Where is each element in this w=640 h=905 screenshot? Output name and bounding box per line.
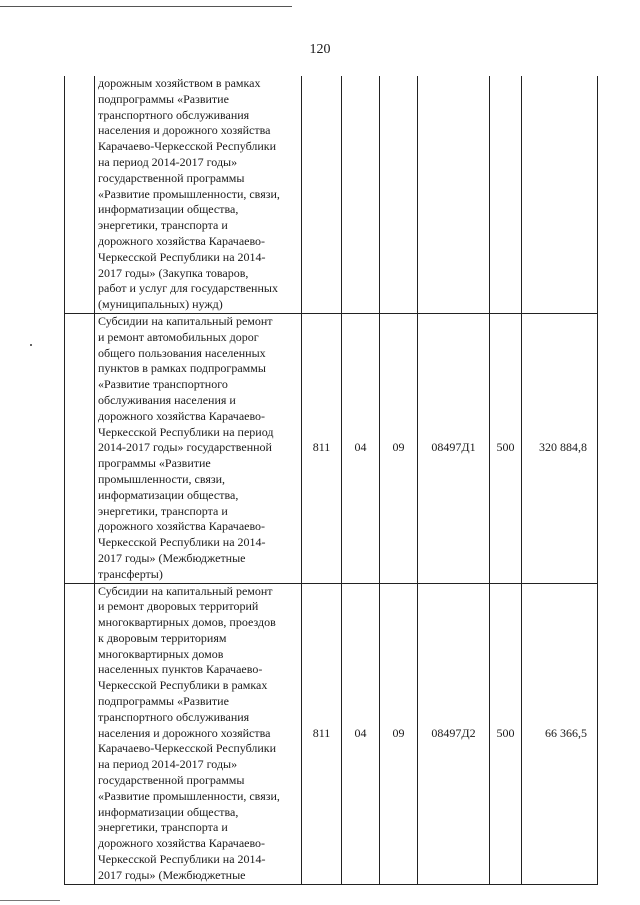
row-description-cell (95, 583, 302, 884)
row-description-cell (95, 313, 302, 583)
row-description-cell (95, 76, 302, 313)
table-row (65, 583, 598, 884)
expense-type-cell: 500 (490, 583, 522, 884)
table-row (65, 313, 598, 583)
ministry-code-cell: 811 (302, 313, 342, 583)
expense-type-cell: 500 (490, 313, 522, 583)
table-row (65, 76, 598, 313)
section-code-cell (342, 76, 380, 313)
budget-table (64, 76, 598, 885)
amount-cell: 66 366,5 (522, 583, 598, 884)
margin-mark (30, 344, 32, 346)
row-number-cell (65, 313, 95, 583)
expense-type-cell (490, 76, 522, 313)
subsection-code-cell: 09 (380, 583, 418, 884)
page-number: 120 (309, 42, 331, 57)
subsection-code-cell (380, 76, 418, 313)
target-article-cell: 08497Д2 (418, 583, 490, 884)
row-description: дорожным хозяйством в рамках подпрограммы «Развитие транспортного обслуживания населения и дорожного хозяйства Карачаево-Черкесской Республики на период 2014-2017 годы» государственной программы «Развитие промышленности, связи, информатизации общества, энергетики, транспорта и дорожного хозяйства Карачаево- Черкесской Республики на 2014- 2017 годы» (Закупка товаров, работ и услуг для государственных (муниципальных) нужд) (98, 76, 280, 312)
section-code-cell: 04 (342, 583, 380, 884)
ministry-code-cell (302, 76, 342, 313)
row-number-cell (65, 583, 95, 884)
row-description: Субсидии на капитальный ремонт и ремонт автомобильных дорог общего пользования населенных пунктов в рамках подпрограммы «Развитие транспортного обслуживания населения и дорожного хозяйства Карачаево- Черкесской Республики на период 2014-2017 годы» государственной программы «Развитие промышленности, связи, информатизации общества, энергетики, транспорта и дорожного хозяйства Карачаево- Черкесской Республики на 2014- 2017 годы» (Межбюджетные трансферты) (98, 313, 274, 581)
subsection-code-cell: 09 (380, 313, 418, 583)
amount-cell: 320 884,8 (522, 313, 598, 583)
target-article-cell (418, 76, 490, 313)
bottom-rule (0, 900, 60, 901)
top-rule (0, 6, 292, 7)
row-description: Субсидии на капитальный ремонт и ремонт дворовых территорий многоквартирных домов, проездов к дворовым территориям многоквартирных домов населенных пунктов Карачаево- Черкесской Республики в рамках подпрограммы «Развитие транспортного обслуживания населения и дорожного хозяйства Карачаево-Черкесской Республики на период 2014-2017 годы» государственной программы «Развитие промышленности, связи, информатизации общества, энергетики, транспорта и дорожного хозяйства Карачаево- Черкесской Республики на 2014- 2017 годы» (Межбюджетные (98, 583, 280, 882)
ministry-code-cell: 811 (302, 583, 342, 884)
target-article-cell: 08497Д1 (418, 313, 490, 583)
amount-cell (522, 76, 598, 313)
row-number-cell (65, 76, 95, 313)
section-code-cell: 04 (342, 313, 380, 583)
